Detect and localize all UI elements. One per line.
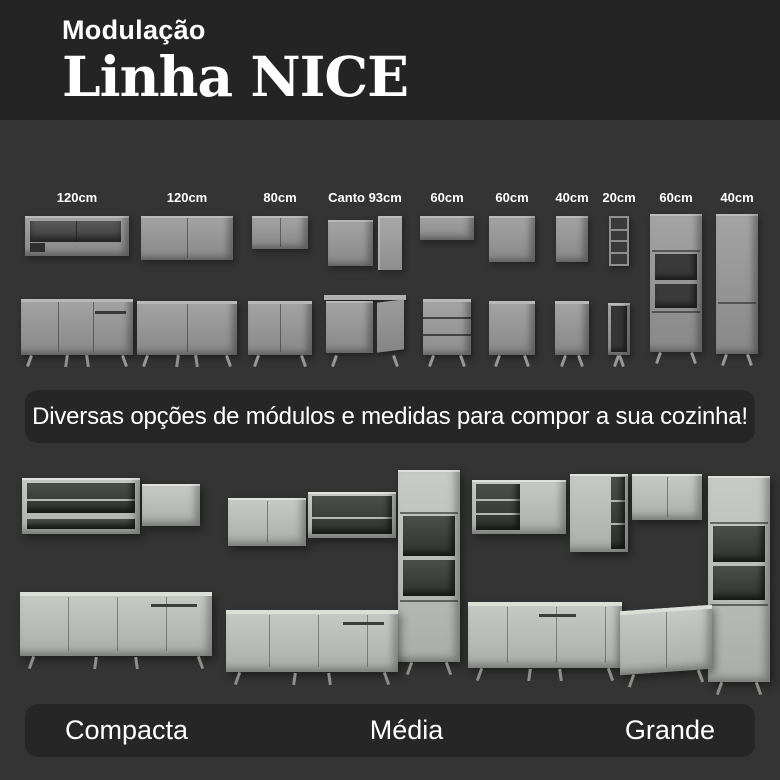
cabinet-side-panel	[378, 216, 402, 270]
sizes-banner	[25, 704, 755, 757]
wall-cabinet-slot	[323, 216, 407, 276]
wall-cabinet-60	[489, 216, 535, 262]
base-cabinet-slot	[137, 301, 237, 355]
base-cabinet-slot	[18, 299, 136, 355]
module-column-40	[550, 190, 594, 368]
module-size-label: 60cm	[430, 190, 464, 205]
wall-cabinet-slot	[601, 216, 637, 276]
cabinet-side-panel	[377, 299, 404, 352]
module-size-label: 120cm	[166, 190, 208, 205]
modules-section	[0, 190, 780, 368]
wall-cabinet-glass	[22, 478, 140, 534]
cabinet-open-slot	[30, 243, 45, 252]
wall-cabinet-door	[142, 484, 200, 526]
wall-cabinet-slot	[137, 216, 237, 276]
cabinet-divider-line	[710, 522, 768, 524]
wall-cabinet-corner	[328, 216, 402, 272]
cabinet-legs	[493, 355, 531, 366]
cabinet-drawer-line	[95, 311, 126, 314]
wall-cabinet-60-short	[420, 216, 474, 240]
cabinet-legs	[404, 662, 454, 674]
cabinet-legs	[626, 669, 706, 687]
cabinet-front-panel	[328, 220, 373, 266]
cabinet-open-interior	[476, 484, 520, 530]
cabinet-legs	[141, 355, 233, 366]
cabinet-open-interior	[312, 496, 392, 534]
module-size-label: Canto 93cm	[328, 190, 402, 205]
tagline-text: Diversas opções de módulos e medidas para compor a sua cozinha!	[32, 402, 748, 430]
cabinet-niche	[403, 560, 455, 596]
cabinet-drawer-line	[539, 614, 576, 617]
cabinet-open-shelf	[27, 519, 135, 529]
module-column-80	[244, 190, 316, 368]
base-cabinet-run-right	[620, 605, 712, 675]
module-column-40-tower	[711, 190, 763, 368]
cabinet-drawer-line	[151, 604, 197, 607]
cabinet-niche	[403, 516, 455, 556]
module-column-20	[601, 190, 637, 368]
wall-cabinet-open-shelves	[472, 480, 566, 534]
wall-shelf-20	[609, 216, 629, 266]
cabinet-legs-inner	[141, 355, 233, 366]
cabinet-legs-inner	[474, 668, 616, 680]
wall-cabinet-40	[556, 216, 588, 262]
kitchen-size-label-compacta: Compacta	[65, 715, 189, 745]
cabinet-glass-interior	[27, 483, 135, 513]
wall-cabinet-120-glass	[25, 216, 129, 256]
base-cabinet-run	[20, 592, 212, 656]
module-size-label: 80cm	[263, 190, 297, 205]
base-cabinet-120-drawer	[21, 299, 133, 355]
header-subtitle: Modulação	[62, 15, 206, 45]
wall-cabinet-120	[141, 216, 233, 260]
cabinet-legs	[714, 682, 764, 694]
cabinet-niche	[655, 254, 697, 280]
module-column-60	[484, 190, 540, 368]
tall-cabinet-40	[716, 214, 758, 354]
cabinet-legs	[252, 355, 308, 366]
cabinet-glass-panel	[30, 221, 121, 242]
cabinet-legs	[25, 355, 129, 366]
base-cabinet-slot	[323, 297, 407, 355]
cabinet-drawer-line	[343, 622, 384, 625]
base-cabinet-40	[555, 301, 589, 355]
wall-cabinet-corner	[570, 474, 628, 552]
cabinet-legs	[654, 352, 698, 363]
kitchen-compacta	[18, 472, 220, 684]
cabinet-divider-line	[652, 250, 700, 252]
cabinet-legs	[474, 668, 616, 680]
cabinet-divider-line	[400, 512, 458, 514]
cabinet-legs-inner	[25, 355, 129, 366]
kitchen-grande	[466, 452, 776, 700]
base-cabinet-60	[489, 301, 535, 355]
kitchen-size-label-grande: Grande	[624, 715, 715, 745]
module-column-120	[137, 190, 237, 368]
cabinet-legs-inner	[232, 672, 392, 684]
module-size-label: 60cm	[495, 190, 529, 205]
cabinet-niche	[655, 284, 697, 308]
tall-cabinet-tower	[708, 476, 770, 682]
base-cabinet-60-drawers	[423, 299, 471, 355]
base-cabinet-slot	[484, 301, 540, 355]
base-cabinet-run	[226, 610, 398, 672]
base-cabinet-120	[137, 301, 237, 355]
wall-cabinet-slot	[415, 216, 479, 276]
cabinet-legs	[232, 672, 392, 684]
module-column-canto-93	[323, 190, 407, 368]
kitchen-media	[224, 458, 468, 690]
wall-cabinet-doors	[228, 498, 306, 546]
cabinet-legs	[720, 354, 754, 365]
cabinet-divider-line	[718, 302, 756, 304]
cabinet-countertop	[324, 295, 406, 300]
wall-cabinet-slot	[244, 216, 316, 276]
module-column-120-glass	[18, 190, 136, 368]
module-size-label: 60cm	[659, 190, 693, 205]
module-size-label: 40cm	[720, 190, 754, 205]
module-size-label: 40cm	[555, 190, 589, 205]
tagline-banner	[25, 390, 755, 443]
base-cabinet-slot	[601, 303, 637, 355]
cabinet-legs	[612, 355, 626, 366]
cabinet-divider-line	[400, 600, 458, 602]
base-cabinet-slot	[244, 301, 316, 355]
cabinet-niche	[713, 566, 765, 600]
base-open-20	[608, 303, 630, 355]
wall-cabinet-open	[308, 492, 396, 538]
cabinet-legs	[26, 656, 206, 668]
cabinet-legs-inner	[26, 656, 206, 668]
wall-cabinet-slot	[18, 216, 136, 276]
cabinet-niche	[713, 526, 765, 562]
base-cabinet-run-left	[468, 602, 622, 668]
module-column-60-tower	[646, 190, 706, 368]
header	[0, 0, 780, 120]
cabinet-corner-shelves	[611, 477, 625, 549]
cabinet-legs	[330, 355, 400, 366]
kitchen-size-label-media: Média	[369, 715, 444, 745]
base-cabinet-slot	[415, 299, 479, 355]
wall-cabinet-slot	[550, 216, 594, 276]
header-title: Linha NICE	[62, 44, 409, 109]
wall-cabinet-80	[252, 216, 308, 249]
cabinet-interior	[611, 306, 627, 352]
base-cabinet-80	[248, 301, 312, 355]
tall-cabinet-60	[650, 214, 702, 352]
cabinet-legs	[427, 355, 467, 366]
cabinet-front-panel	[326, 301, 373, 353]
base-cabinet-corner	[326, 297, 404, 355]
wall-cabinet-slot	[484, 216, 540, 276]
cabinet-divider-line	[710, 604, 768, 606]
module-size-label: 120cm	[56, 190, 98, 205]
cabinet-divider-line	[652, 311, 700, 313]
wall-cabinet-doors	[632, 474, 702, 520]
cabinet-interior	[611, 218, 627, 264]
tall-cabinet-tower	[398, 470, 460, 662]
base-cabinet-slot	[550, 301, 594, 355]
module-column-60-drawers	[415, 190, 479, 368]
cabinet-legs	[559, 355, 585, 366]
module-size-label: 20cm	[602, 190, 636, 205]
